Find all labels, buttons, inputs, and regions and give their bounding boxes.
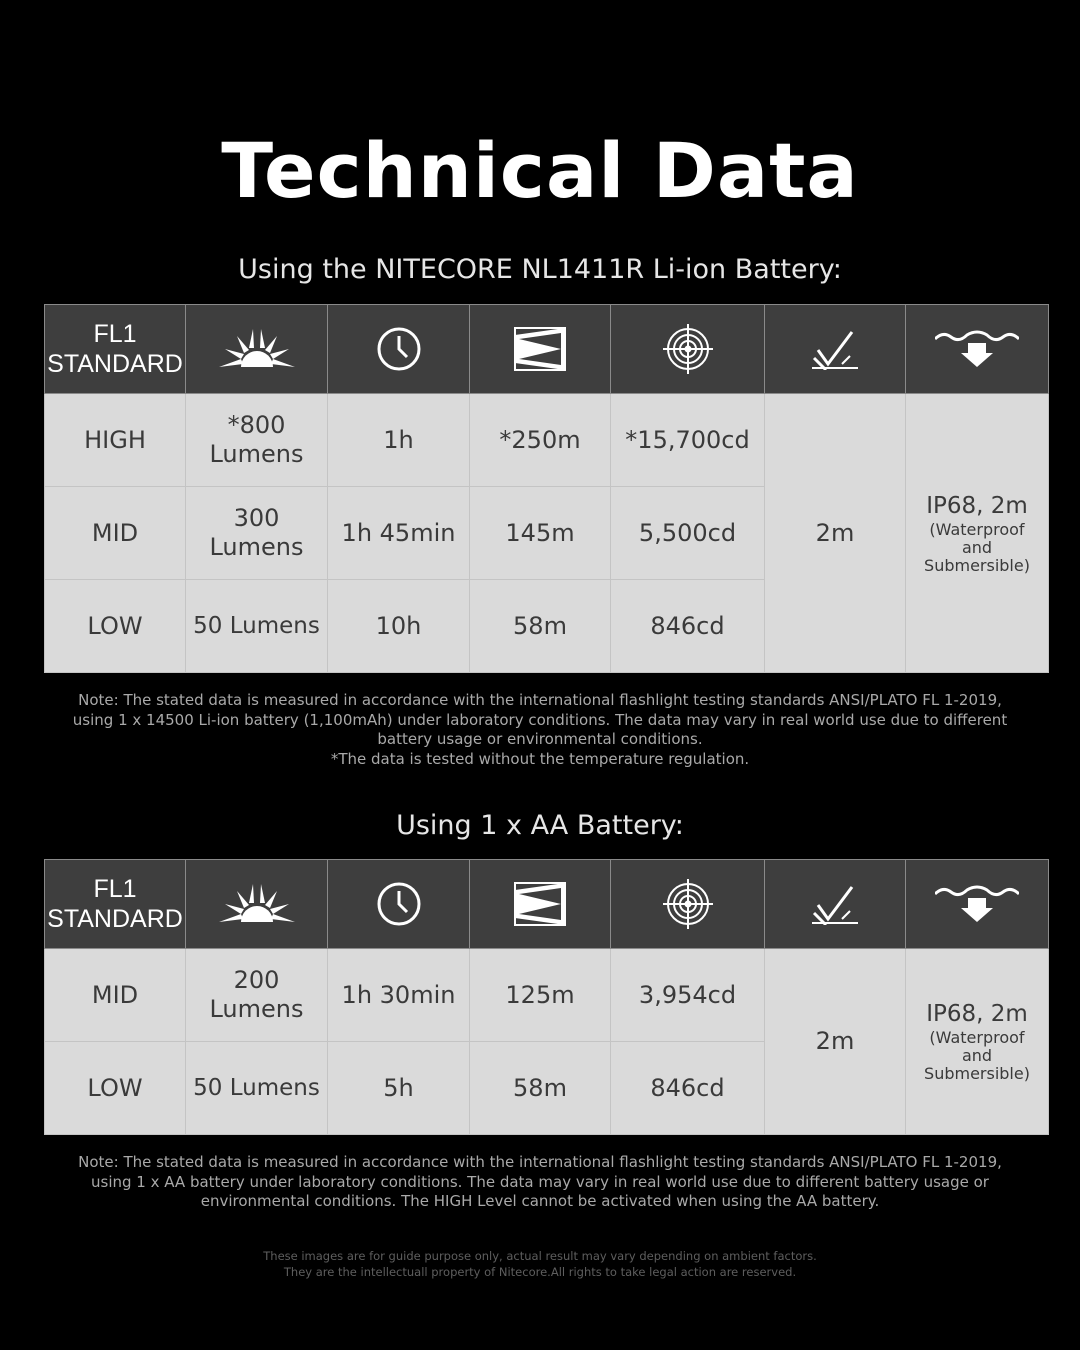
runtime-cell: 1h (328, 394, 470, 487)
distance-cell: 125m (470, 949, 611, 1042)
runtime-cell: 1h 30min (328, 949, 470, 1042)
impact-cell: 2m (765, 394, 906, 673)
waterproof-icon (935, 329, 1019, 369)
beam-distance-icon (514, 882, 566, 926)
beam-distance-header (470, 860, 611, 949)
peak-intensity-header (611, 860, 765, 949)
note-footnote: *The data is tested without the temperature regulation. (330, 749, 750, 768)
peak-intensity-icon (663, 324, 713, 374)
intensity-cell: 3,954cd (611, 949, 765, 1042)
intensity-cell: 846cd (611, 580, 765, 673)
output-header (186, 860, 328, 949)
mode-cell: LOW (45, 580, 186, 673)
note-text: Note: The stated data is measured in accordance with the international flashlight testing standards ANSI/PLATO FL 1-2019, using 1 x 14500 Li-ion battery (1,100mAh) under laboratory conditions. The data may vary in real world use due to different battery usage or environmental conditions. (72, 691, 1008, 748)
impact-resistance-header (765, 860, 906, 949)
runtime-cell: 5h (328, 1042, 470, 1135)
distance-cell: 58m (470, 580, 611, 673)
waterproof-cell (906, 949, 1049, 1135)
table-row-high (45, 394, 1049, 487)
runtime-cell: 10h (328, 580, 470, 673)
waterproof-icon (935, 884, 1019, 924)
output-header (186, 305, 328, 394)
intensity-cell: *15,700cd (611, 394, 765, 487)
output-cell: 50 Lumens (186, 1042, 328, 1135)
note-text: Note: The stated data is measured in accordance with the international flashlight testing standards ANSI/PLATO FL 1-2019, using 1 x AA battery under laboratory conditions. The data may vary in real world use due to different battery usage or environmental conditions. The HIGH Level cannot be activated when using the AA battery. (78, 1153, 1002, 1210)
spec-table-aa (44, 859, 1049, 1135)
table-row-mid (45, 949, 1049, 1042)
distance-cell: 145m (470, 487, 611, 580)
distance-cell: 58m (470, 1042, 611, 1135)
waterproof-rating: IP68, 2m (926, 1001, 1028, 1027)
standard-header: FL1 STANDARD (45, 305, 186, 394)
waterproof-cell (906, 394, 1049, 673)
section-1-subtitle: Using the NITECORE NL1411R Li-ion Battery: (238, 254, 842, 285)
section-1-note (60, 691, 1020, 769)
spec-table-li-ion (44, 304, 1049, 673)
page-title: Technical Data (221, 126, 859, 215)
section-2-note (60, 1153, 1020, 1212)
mode-cell: HIGH (45, 394, 186, 487)
disclaimer-footer (0, 1248, 1080, 1280)
mode-cell: MID (45, 487, 186, 580)
impact-resistance-icon (812, 328, 858, 370)
peak-intensity-header (611, 305, 765, 394)
runtime-icon (376, 881, 422, 927)
runtime-icon (376, 326, 422, 372)
mode-cell: MID (45, 949, 186, 1042)
beam-distance-icon (514, 327, 566, 371)
waterproof-description: (Waterproof and Submersible) (924, 1028, 1030, 1083)
impact-resistance-header (765, 305, 906, 394)
footer-line: These images are for guide purpose only, actual result may vary depending on ambient factors. (263, 1249, 817, 1263)
runtime-header (328, 860, 470, 949)
waterproof-header (906, 860, 1049, 949)
footer-line: They are the intellectuall property of Nitecore.All rights to take legal action are reserved. (283, 1265, 797, 1279)
waterproof-description: (Waterproof and Submersible) (924, 519, 1030, 575)
waterproof-header (906, 305, 1049, 394)
waterproof-rating: IP68, 2m (926, 492, 1028, 519)
distance-cell: *250m (470, 394, 611, 487)
impact-cell: 2m (765, 949, 906, 1135)
table-header-row (45, 305, 1049, 394)
output-icon (219, 327, 295, 371)
output-cell: 50 Lumens (186, 580, 328, 673)
mode-cell: LOW (45, 1042, 186, 1135)
section-2-subtitle: Using 1 x AA Battery: (396, 810, 684, 841)
output-cell: 300 Lumens (186, 487, 328, 580)
intensity-cell: 846cd (611, 1042, 765, 1135)
table-header-row (45, 860, 1049, 949)
peak-intensity-icon (663, 879, 713, 929)
output-icon (219, 882, 295, 926)
output-cell: 200 Lumens (186, 949, 328, 1042)
beam-distance-header (470, 305, 611, 394)
standard-header: FL1 STANDARD (45, 860, 186, 949)
impact-resistance-icon (812, 883, 858, 925)
runtime-header (328, 305, 470, 394)
runtime-cell: 1h 45min (328, 487, 470, 580)
output-cell: *800 Lumens (186, 394, 328, 487)
intensity-cell: 5,500cd (611, 487, 765, 580)
